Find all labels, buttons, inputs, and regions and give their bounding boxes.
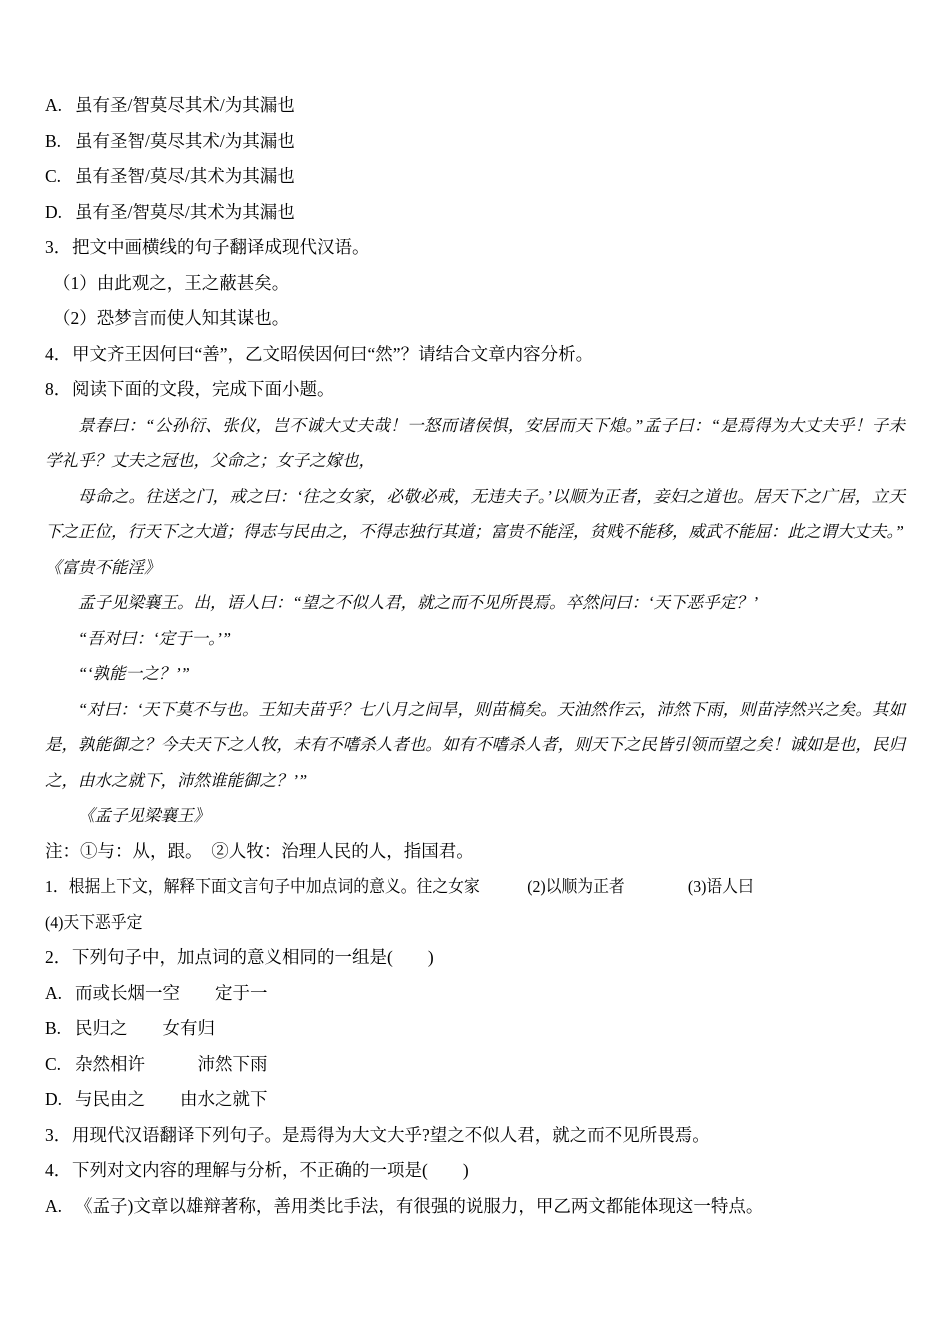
option-text: 虽有圣/智莫尽其术/为其漏也	[75, 95, 295, 115]
option-row	[45, 1047, 905, 1083]
question-row	[45, 372, 905, 408]
question-text: 甲文齐王因何曰“善”，乙文昭侯因何曰“然”？请结合文章内容分析。	[72, 343, 594, 364]
option-text: 与民由之 由水之就下	[75, 1089, 268, 1109]
question-text: 下列句子中，加点词的意义相同的一组是( )	[72, 947, 434, 967]
option-letter: D.	[45, 1089, 63, 1109]
option-letter: D.	[45, 201, 63, 222]
passage-paragraph: “吾对曰：‘定于一。’”	[78, 628, 232, 648]
question-row	[45, 940, 905, 976]
passage-paragraph: “对曰：‘天下莫不与也。王知夫苗乎？七八月之间旱，则苗槁矣。天油然作云，沛然下雨，则苗浡然兴之矣。其如是，孰能御之？今夫天下之人牧，未有不嗜杀人者也。如有不嗜杀人者，则天下之民皆引领而望之矣！诚如是也，民归之，由水之就下，沛然谁能御之？’”	[45, 699, 905, 790]
footnote: 注：①与：从，跟。 ②人牧：治理人民的人，指国君。	[45, 840, 474, 861]
question-text: 下列对文内容的理解与分析，不正确的一项是( )	[72, 1160, 469, 1180]
option-row	[45, 88, 905, 124]
option-text: 虽有圣/智莫尽/其术为其漏也	[75, 201, 295, 222]
question-number: 3．	[45, 1124, 72, 1145]
option-text: 民归之 女有归	[75, 1018, 215, 1038]
option-row	[45, 124, 905, 160]
question-number: 4．	[45, 343, 72, 364]
option-letter: B.	[45, 1018, 62, 1038]
passage-source: 《富贵不能淫》	[45, 557, 161, 577]
question-text: 把文中画横线的句子翻译成现代汉语。	[72, 237, 370, 257]
option-text: 而或长烟一空 定于一	[75, 982, 268, 1003]
question-number: 8．	[45, 379, 72, 399]
question-number: 4．	[45, 1160, 72, 1180]
question-text: 用现代汉语翻译下列句子。是焉得为大文大乎?望之不似人君，就之而不见所畏焉。	[72, 1124, 710, 1145]
option-row	[45, 1011, 905, 1047]
passage-paragraph: “‘孰能一之？’”	[78, 664, 190, 683]
passage-paragraph: 景春曰：“公孙衍、张仪，岂不诚大丈夫哉！一怒而诸侯惧，安居而天下熄。”孟子曰：“是焉得为大丈夫乎！子未学礼乎？丈夫之冠也，父命之；女子之嫁也，	[45, 415, 905, 470]
subquestion-1-line2: (4)天下恶乎定	[45, 912, 143, 932]
option-row	[45, 976, 905, 1012]
option-letter: A.	[45, 982, 63, 1003]
option-text: 虽有圣智/莫尽其术/为其漏也	[75, 130, 295, 151]
passage-paragraph: 孟子见梁襄王。出，语人曰：“望之不似人君，就之而不见所畏焉。卒然问曰：‘天下恶乎定？’	[78, 593, 759, 612]
question-row	[45, 1118, 905, 1154]
question-row	[45, 230, 905, 266]
option-letter: C.	[45, 1053, 62, 1074]
question-row	[45, 1153, 905, 1189]
question-text: 阅读下面的文段，完成下面小题。	[72, 379, 335, 399]
option-letter: A.	[45, 95, 63, 115]
option-row	[45, 159, 905, 195]
option-letter: B.	[45, 130, 62, 151]
option-letter: A.	[45, 1195, 63, 1216]
option-letter: C.	[45, 166, 62, 186]
option-text: 《孟子)文章以雄辩著称，善用类比手法，有很强的说服力，甲乙两文都能体现这一特点。	[75, 1195, 764, 1216]
option-text: 虽有圣智/莫尽/其术为其漏也	[75, 166, 295, 186]
option-row	[45, 1189, 905, 1225]
question-subitem: （2）恐梦言而使人知其谋也。	[53, 308, 290, 328]
passage-source: 《孟子见梁襄王》	[78, 806, 210, 825]
option-row	[45, 1082, 905, 1118]
question-number: 2．	[45, 947, 72, 967]
passage-paragraph: 母命之。往送之门，戒之曰：‘往之女家，必敬必戒，无违夫子。’以顺为正者，妾妇之道也。居天下之广居，立天下之正位，行天下之大道；得志与民由之，不得志独行其道；富贵不能淫，贫贱不能移，威武不能屈：此之谓大丈夫。”	[45, 486, 905, 541]
option-text: 杂然相许 沛然下雨	[75, 1053, 268, 1074]
question-row	[45, 337, 905, 373]
question-subitem: （1）由此观之，王之蔽甚矣。	[53, 272, 290, 293]
subquestion-1-line1: 1．根据上下文，解释下面文言句子中加点词的意义。往之女家 (2)以顺为正者 (3)语人曰	[45, 877, 754, 896]
option-row	[45, 195, 905, 231]
question-number: 3．	[45, 237, 72, 257]
